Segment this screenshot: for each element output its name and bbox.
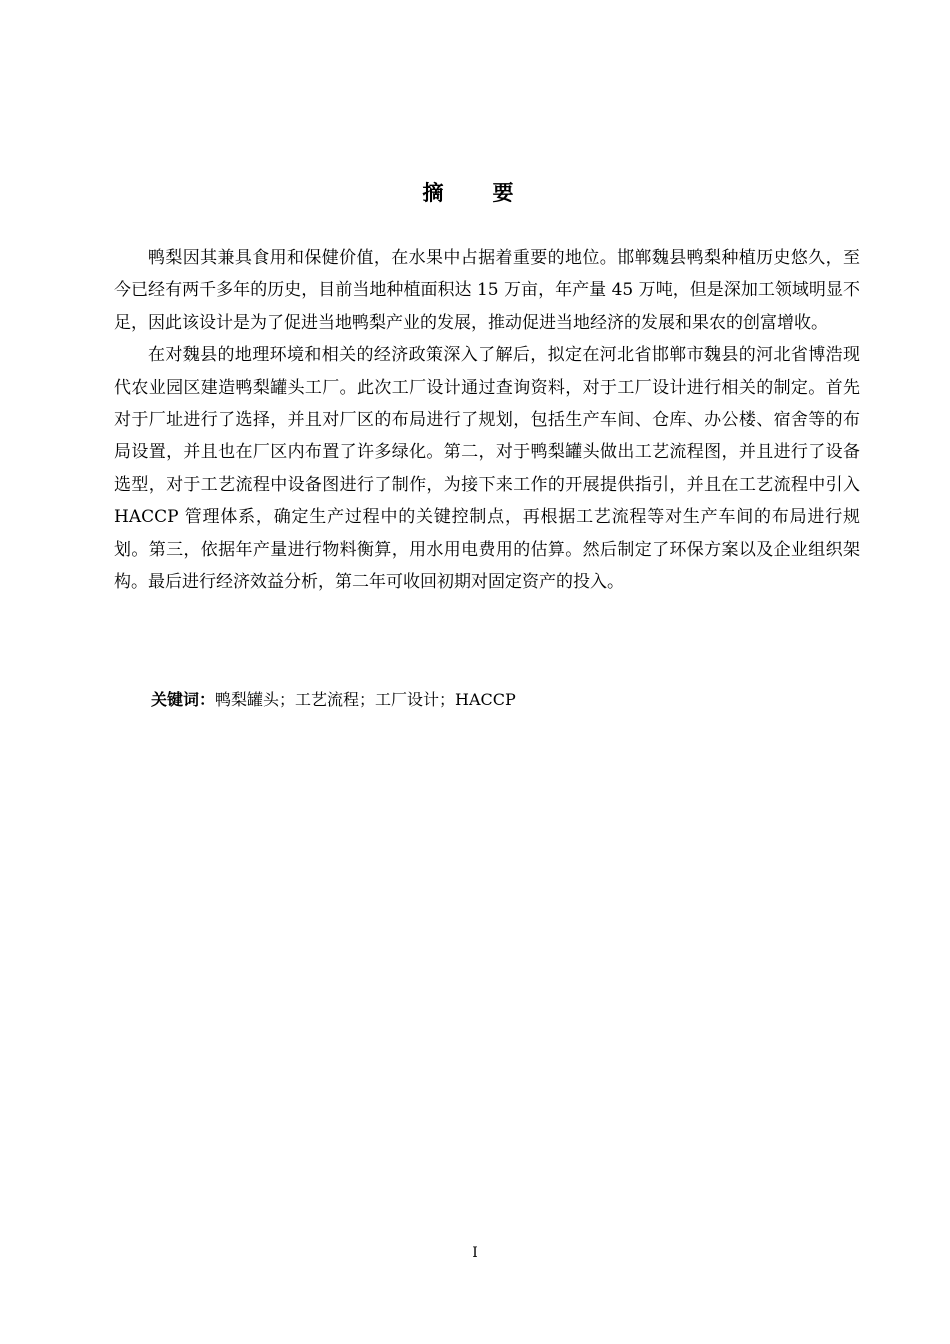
abstract-paragraph-2: 在对魏县的地理环境和相关的经济政策深入了解后，拟定在河北省邯郸市魏县的河北省博浩现代农业园区建造鸭梨罐头工厂。此次工厂设计通过查询资料，对于工厂设计进行相关的制定。首先对于厂址进行了选择，并且对厂区的布局进行了规划，包括生产车间、仓库、办公楼、宿舍等的布局设置，并且也在厂区内布置了许多绿化。第二，对于鸭梨罐头做出工艺流程图，并且进行了设备选型，对于工艺流程中设备图进行了制作，为接下来工作的开展提供指引，并且在工艺流程中引入 HACCP 管理体系，确定生产过程中的关键控制点，再根据工艺流程等对生产车间的布局进行规划。第三，依据年产量进行物料衡算，用水用电费用的估算。然后制定了环保方案以及企业组织架构。最后进行经济效益分析，第二年可收回初期对固定资产的投入。 xyxy=(114,345,860,593)
keywords-label: 关键词： xyxy=(151,690,216,709)
keywords-line xyxy=(151,685,516,715)
page-number: I xyxy=(472,1245,478,1261)
keywords-text: 鸭梨罐头；工艺流程；工厂设计；HACCP xyxy=(215,690,516,709)
abstract-body xyxy=(114,242,860,598)
abstract-paragraph-1: 鸭梨因其兼具食用和保健价值，在水果中占据着重要的地位。邯郸魏县鸭梨种植历史悠久，至今已经有两千多年的历史，目前当地种植面积达 15 万亩，年产量 45 万吨，但是深加工领域明显不足，因此该设计是为了促进当地鸭梨产业的发展，推动促进当地经济的发展和果农的创富增收。 xyxy=(114,248,860,333)
abstract-title: 摘 要 xyxy=(422,181,528,205)
